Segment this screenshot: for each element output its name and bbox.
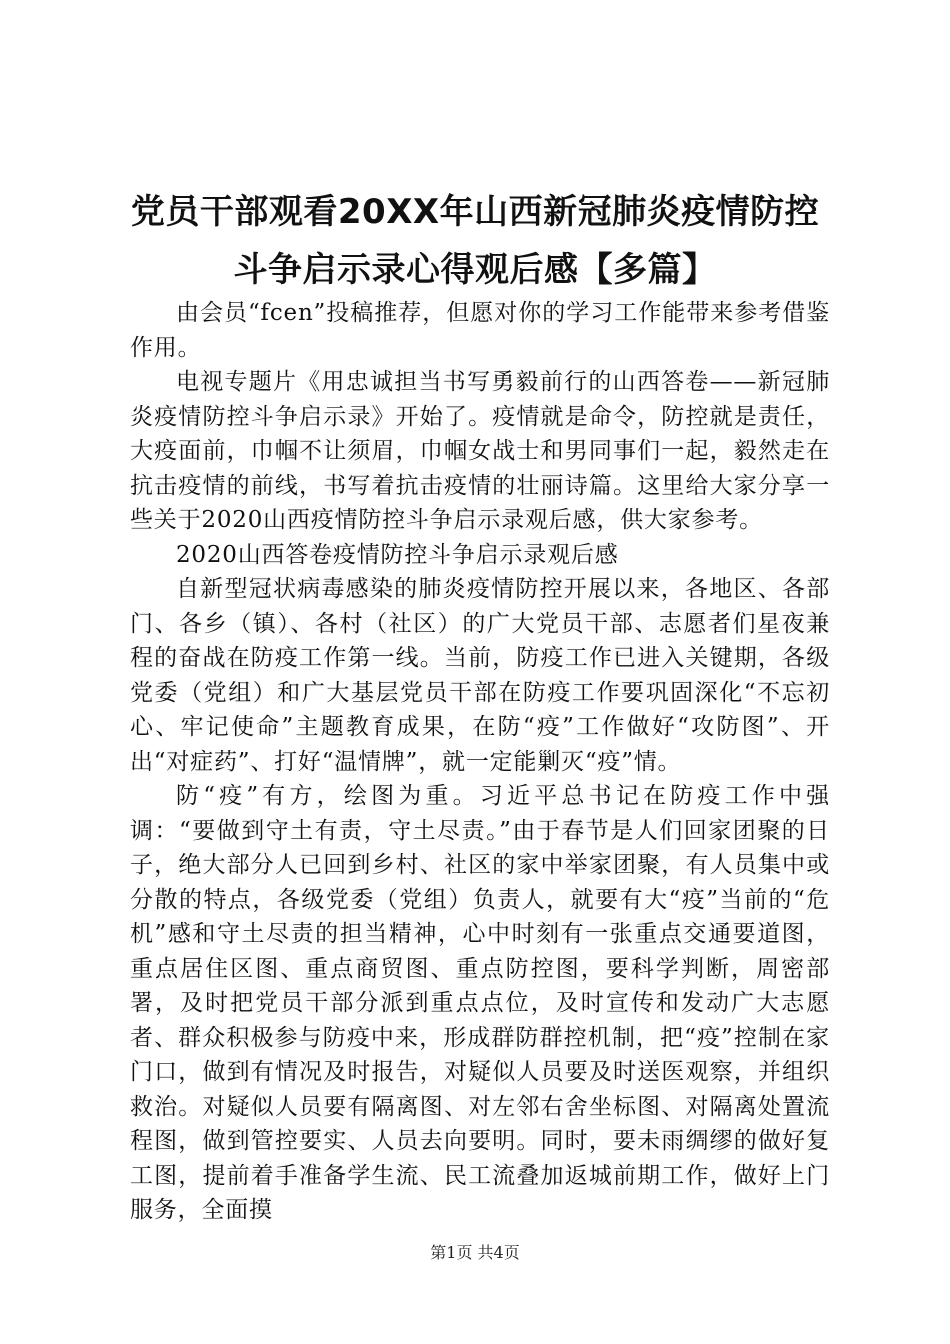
paragraph-epidemic: 自新型冠状病毒感染的肺炎疫情防控开展以来，各地区、各部门、各乡（镇）、各村（社区）的广大党员干部、志愿者们星夜兼程的奋战在防疫工作第一线。当前，防疫工作已进入关键期，各级党委（党组）和广大基层党员干部在防疫工作要巩固深化“不忘初心、牢记使命”主题教育成果，在防“疫”工作做好“攻防图”、开出“对症药”、打好“温情牌”，就一定能剿灭“疫”情。 — [130, 576, 830, 775]
title-line-2: 斗争启示录心得观后感【多篇】 — [233, 250, 717, 290]
section-heading: 2020山西答卷疫情防控斗争启示录观后感 — [176, 541, 619, 568]
paragraph-defense-map: 防“疫”有方，绘图为重。习近平总书记在防疫工作中强调：“要做到守土有责，守土尽责。”由于春节是人们回家团聚的日子，绝大部分人已回到乡村、社区的家中举家团聚，有人员集中或分散的特点，各级党委（党组）负责人，就要有大“疫”当前的“危机”感和守土尽责的担当精神，心中时刻有一张重点交通要道图，重点居住区图、重点商贸图、重点防控图，要科学判断，周密部署，及时把党员干部分派到重点点位，及时宣传和发动广大志愿者、群众积极参与防疫中来，形成群防群控机制，把“疫”控制在家门口，做到有情况及时报告，对疑似人员要及时送医观察，并组织救治。对疑似人员要有隔离图、对左邻右舍坐标图、对隔离处置流程图，做到管控要实、人员去向要明。同时，要未雨绸缪的做好复工图，提前着手准备学生流、民工流叠加返城前期工作，做好上门服务，全面摸 — [130, 783, 830, 1223]
paragraph-intro: 由会员“fcen”投稿推荐，但愿对你的学习工作能带来参考借鉴作用。 — [130, 300, 830, 361]
document-title — [118, 183, 832, 299]
document-body — [130, 296, 830, 1228]
title-line-1: 党员干部观看20XX年山西新冠肺炎疫情防控 — [130, 192, 820, 232]
page-footer: 第1页 共4页 — [430, 1243, 520, 1262]
paragraph-program: 电视专题片《用忠诚担当书写勇毅前行的山西答卷——新冠肺炎疫情防控斗争启示录》开始了。疫情就是命令，防控就是责任，大疫面前，巾帼不让须眉，巾帼女战士和男同事们一起，毅然走在抗击疫情的前线，书写着抗击疫情的壮丽诗篇。这里给大家分享一些关于2020山西疫情防控斗争启示录观后感，供大家参考。 — [130, 369, 830, 533]
